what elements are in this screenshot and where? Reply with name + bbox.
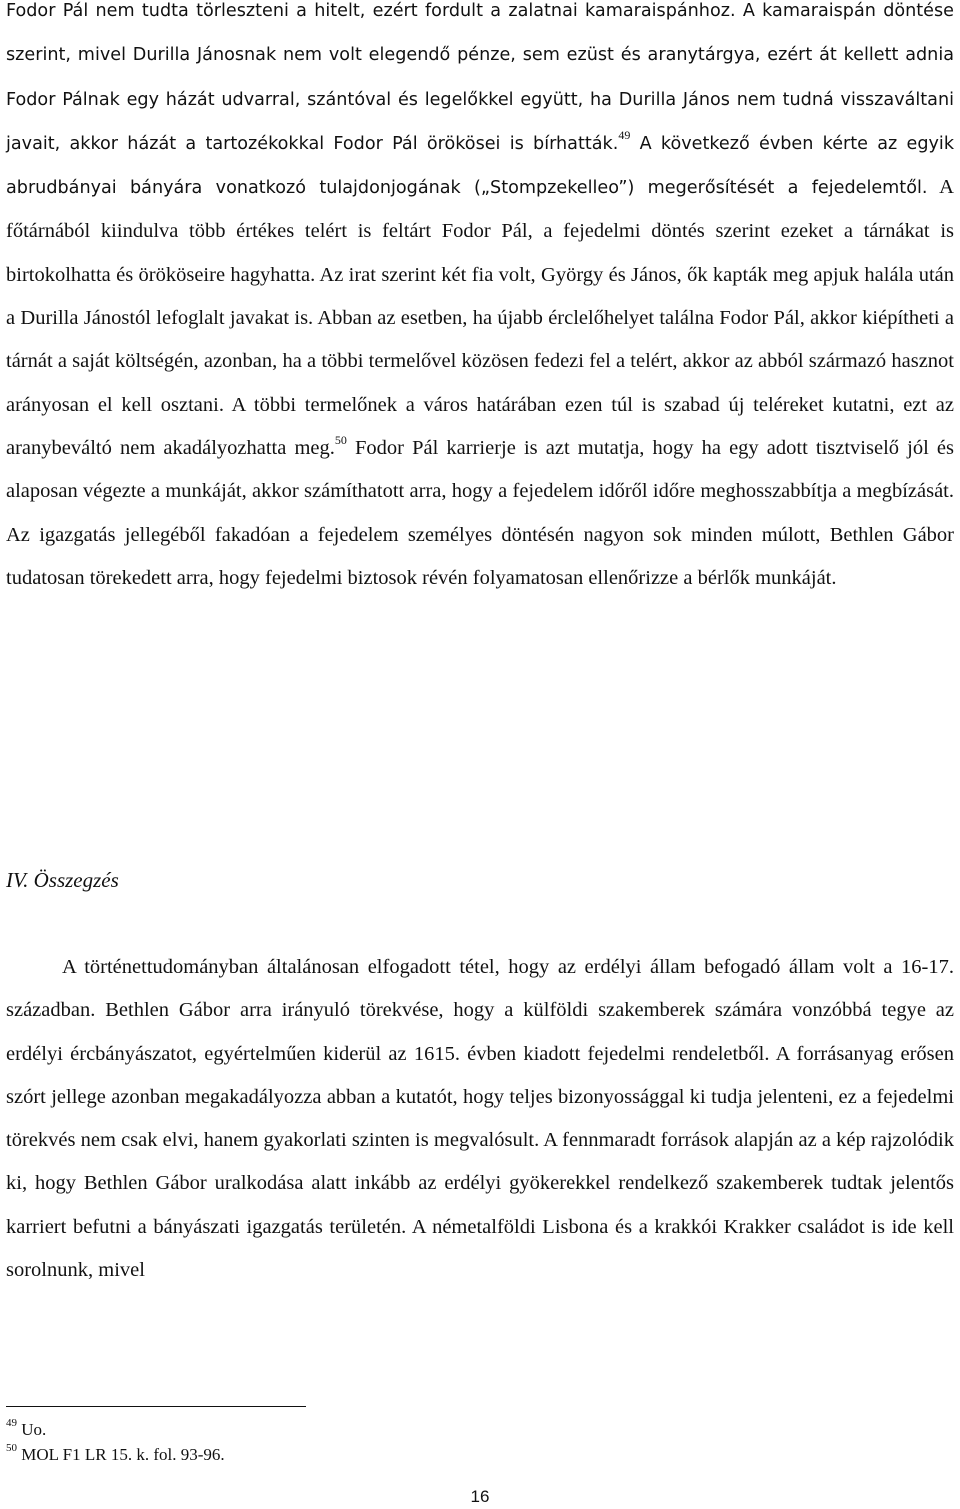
footnote-reference-49[interactable]: 49: [618, 128, 631, 143]
footnote-text: MOL F1 LR 15. k. fol. 93-96.: [17, 1445, 225, 1464]
page-number: 16: [470, 1487, 490, 1506]
body-paragraph-1: [6, 0, 954, 600]
section-heading: IV. Összegzés: [6, 868, 119, 892]
paragraph-text-segment: A főtárnából kiindulva több értékes telért is feltárt Fodor Pál, a fejedelmi döntés szerint ezeket a tárnákat is birtokolhatta és örököseire hagyhatta. Az irat szerint két fia volt, György és János, ők kapták meg apjuk halála után a Durilla Jánostól lefoglalt javakat is. Abban az esetben, ha újabb érclelőhelyet találna Fodor Pál, akkor kiépítheti a tárnát a saját költségén, azonban, ha a többi termelővel közösen fedezi fel a telért, akkor az abból származó hasznot arányosan el kell osztani. A többi termelőnek a város határában ezen túl is szabad új teléreket kutatni, ezt az aranybeváltó nem akadályozhatta meg.: [6, 176, 954, 459]
paragraph-text-segment: A következő évben kérte az egyik abrudbányai bányára vonatkozó tulajdonjogának („Stompzekelleo”) megerősítését a fejedelemtől.: [6, 133, 955, 199]
footnote-number: 50: [6, 1442, 17, 1455]
footnote-reference-50[interactable]: 50: [334, 433, 347, 448]
footnote-text: Uo.: [17, 1420, 47, 1439]
footnote-number: 49: [6, 1417, 17, 1430]
footnote-50: [6, 1444, 225, 1466]
footnote-separator: [6, 1406, 306, 1407]
body-paragraph-2: A történettudományban általánosan elfogadott tétel, hogy az erdélyi állam befogadó állam volt a 16-17. században. Bethlen Gábor arra irányuló törekvése, hogy a külföldi szakemberek számára vonzóbbá tegye az erdélyi ércbányászatot, egyértelműen kiderül az 1615. évben kiadott fejedelmi rendeletből. A forrásanyag erősen szórt jellege azonban megakadályozza abban a kutatót, hogy teljes bizonyossággal ki tudja jelenteni, ez a fejedelmi törekvés nem csak elvi, hanem gyakorlati szinten is megvalósult. A fennmaradt források alapján az a kép rajzolódik ki, hogy Bethlen Gábor uralkodása alatt inkább az erdélyi gyökerekkel rendelkező szakemberek tudtak jelentős karriert befutni a bányászati igazgatás területén. A németalföldi Lisbona és a krakkói Krakker családot is ide kell sorolnunk, mivel: [6, 956, 954, 1282]
paragraph-text-segment: Fodor Pál nem tudta törleszteni a hitelt, ezért fordult a zalatnai kamaraispánhoz. A kamaraispán döntése szerint, mivel Durilla Jánosnak nem volt elegendő pénze, sem ezüst és aranytárgya, ezért át kellett adnia Fodor Pálnak egy házát udvarral, szántóval és legelőkkel együtt, ha Durilla János nem tudná visszaváltani javait, akkor házát a tartozékokkal Fodor Pál örökösei is bírhatták.: [6, 1, 954, 154]
footnote-49: [6, 1419, 46, 1441]
paragraph-text-segment: Fodor Pál karrierje is azt mutatja, hogy ha egy adott tisztviselő jól és alaposan végezte a munkáját, akkor számíthatott arra, hogy a fejedelem időről időre meghosszabbítja a megbízását. Az igazgatás jellegéből fakadóan a fejedelem személyes döntésén nagyon sok minden múlott, Bethlen Gábor tudatosan törekedett arra, hogy fejedelmi biztosok révén folyamatosan ellenőrizze a bérlők munkáját.: [6, 436, 954, 589]
